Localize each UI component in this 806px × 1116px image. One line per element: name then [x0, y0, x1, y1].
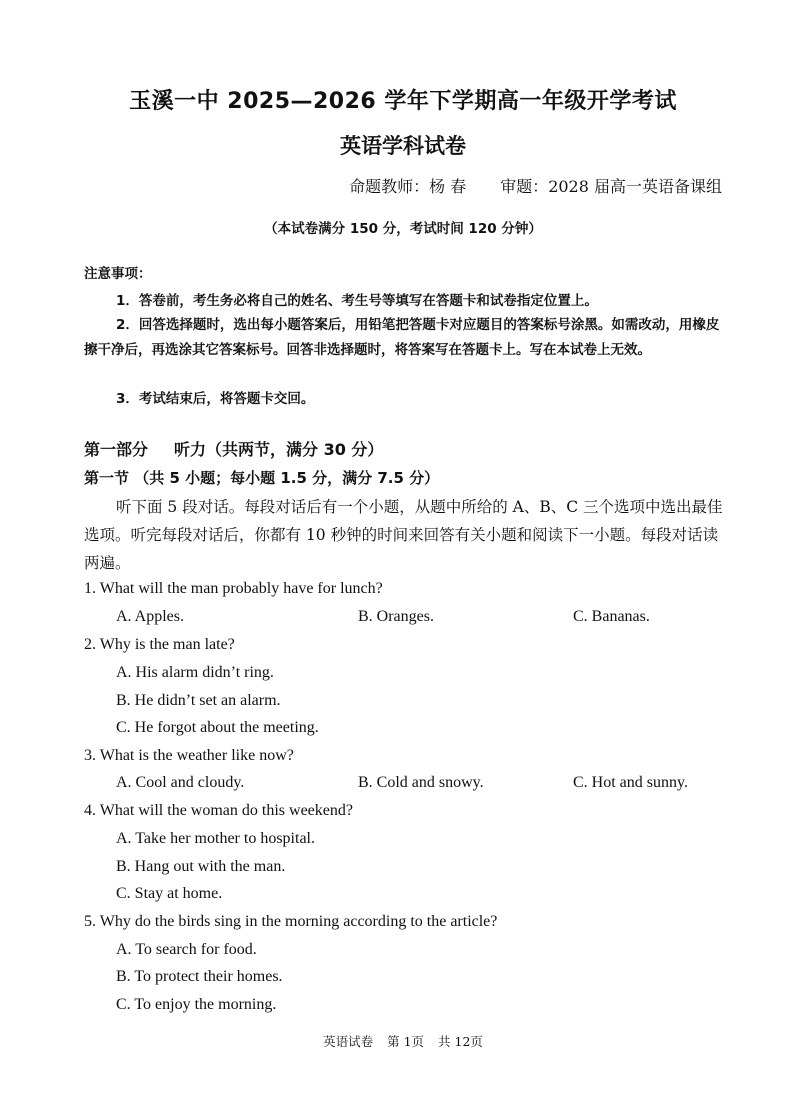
reviewer: 审题：2028 届高一英语备课组 [500, 177, 722, 196]
question-stem: 2. Why is the man late? [84, 636, 235, 653]
score-info: （本试卷满分 150 分，考试时间 120 分钟） [264, 221, 542, 237]
footer-page: 第 1页 [387, 1034, 425, 1049]
answer-option: C. Bananas. [573, 608, 650, 625]
answer-option: A. Cool and cloudy. [116, 774, 245, 791]
answer-option: B. To protect their homes. [116, 968, 283, 985]
question-stem: 3. What is the weather like now? [84, 747, 294, 764]
footer-total: 共 12页 [438, 1034, 483, 1049]
section-instructions: 听下面 5 段对话。每段对话后有一个小题，从题中所给的 A、B、C 三个选项中选出最佳选项。听完每段对话后，你都有 10 秒钟的时间来回答有关小题和阅读下一小题。每段对话读两遍。 [84, 498, 723, 572]
exam-subtitle: 英语学科试卷 [340, 134, 466, 158]
part-desc: 听力（共两节，满分 30 分） [174, 440, 384, 459]
question-stem: 5. Why do the birds sing in the morning according to the article? [84, 913, 498, 930]
section-heading: 第一节 （共 5 小题；每小题 1.5 分，满分 7.5 分） [84, 469, 440, 487]
answer-option: A. To search for food. [116, 941, 257, 958]
exam-title: 玉溪一中 2025—2026 学年下学期高一年级开学考试 [129, 89, 677, 114]
setter-line [349, 174, 722, 197]
page-footer [0, 1032, 806, 1050]
answer-option: B. He didn’t set an alarm. [116, 692, 281, 709]
question-stem: 1. What will the man probably have for lunch? [84, 580, 383, 597]
notes-title: 注意事项： [84, 266, 152, 282]
part-heading [84, 437, 383, 460]
answer-option: C. Hot and sunny. [573, 774, 688, 791]
note-item: 2．回答选择题时，选出每小题答案后，用铅笔把答题卡对应题目的答案标号涂黑。如需改动，用橡皮擦干净后，再选涂其它答案标号。回答非选择题时，将答案写在答题卡上。写在本试卷上无效。 [84, 317, 720, 358]
answer-option: B. Oranges. [358, 608, 434, 625]
part-name: 第一部分 [84, 440, 149, 459]
answer-option: C. Stay at home. [116, 885, 223, 902]
answer-option: C. He forgot about the meeting. [116, 719, 319, 736]
answer-option: A. Take her mother to hospital. [116, 830, 315, 847]
footer-subject: 英语试卷 [323, 1034, 374, 1049]
answer-option: A. His alarm didn’t ring. [116, 664, 274, 681]
question-stem: 4. What will the woman do this weekend? [84, 802, 353, 819]
note-item: 1．答卷前，考生务必将自己的姓名、考生号等填写在答题卡和试卷指定位置上。 [116, 293, 598, 309]
answer-option: C. To enjoy the morning. [116, 996, 277, 1013]
note-item: 3．考试结束后，将答题卡交回。 [116, 391, 315, 407]
setter-teacher: 命题教师：杨 春 [349, 177, 467, 196]
answer-option: B. Hang out with the man. [116, 858, 286, 875]
answer-option: B. Cold and snowy. [358, 774, 484, 791]
answer-option: A. Apples. [116, 608, 184, 625]
